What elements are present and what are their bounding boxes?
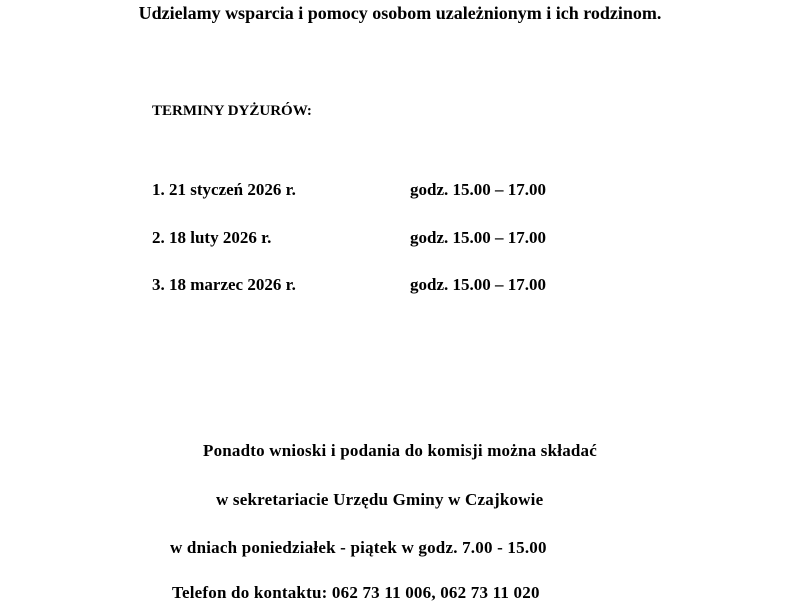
schedule-date-2: 2. 18 luty 2026 r. — [152, 228, 272, 247]
schedule-date-1: 1. 21 styczeń 2026 r. — [152, 180, 296, 199]
schedule-hours-3: godz. 15.00 – 17.00 — [410, 275, 546, 294]
schedule-hours-2: godz. 15.00 – 17.00 — [410, 228, 546, 247]
info-phone: Telefon do kontaktu: 062 73 11 006, 062 73 11 020 — [172, 583, 540, 602]
info-office: w sekretariacie Urzędu Gminy w Czajkowie — [216, 490, 544, 509]
intro-text: Udzielamy wsparcia i pomocy osobom uzależnionym i ich rodzinom. — [138, 3, 662, 23]
schedule-hours-1: godz. 15.00 – 17.00 — [410, 180, 546, 199]
info-applications: Ponadto wnioski i podania do komisji można składać — [202, 441, 597, 460]
schedule-date-3: 3. 18 marzec 2026 r. — [152, 275, 296, 294]
schedule-heading: TERMINY DYŻURÓW: — [152, 103, 312, 119]
info-office-hours: w dniach poniedziałek - piątek w godz. 7.00 - 15.00 — [170, 538, 547, 557]
